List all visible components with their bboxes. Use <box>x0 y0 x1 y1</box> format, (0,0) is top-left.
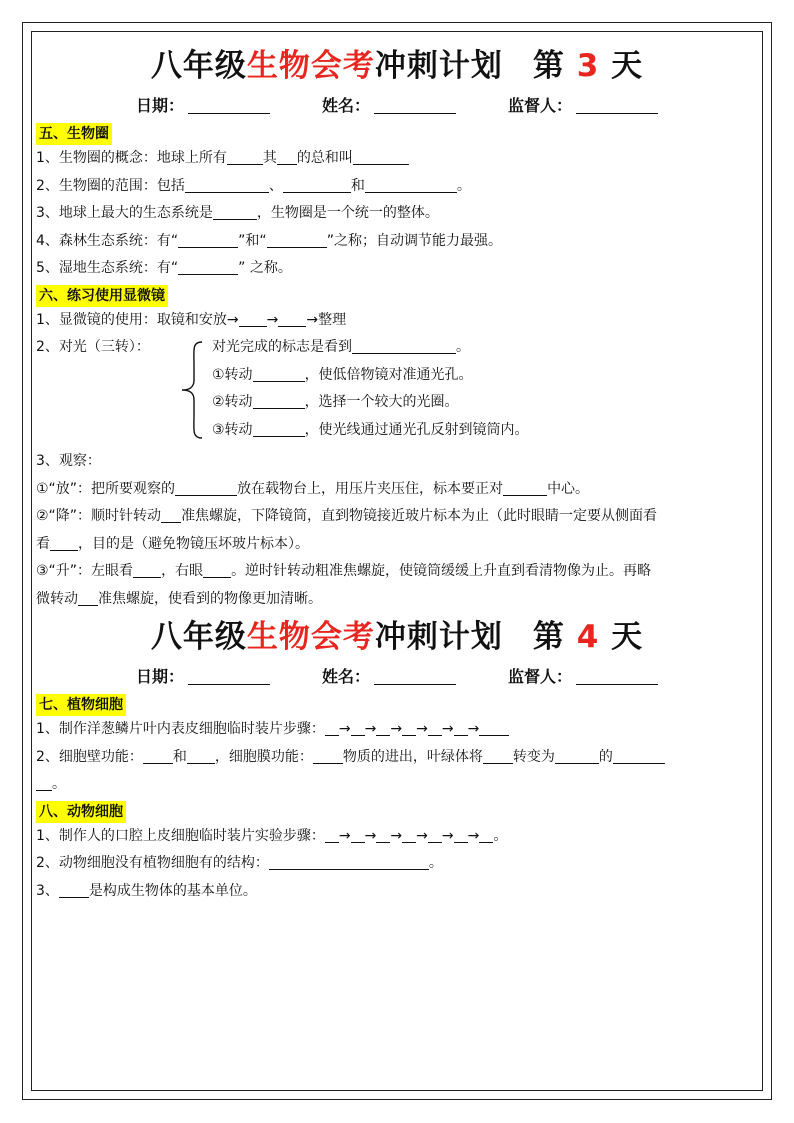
date-field[interactable]: 日期： <box>136 91 270 121</box>
name-field[interactable]: 姓名： <box>322 91 456 121</box>
day4-title: 八年级生物会考冲刺计划 第 4 天 <box>150 619 644 655</box>
name-field[interactable]: 姓名： <box>322 662 456 692</box>
supervisor-field[interactable]: 监督人： <box>508 662 658 692</box>
question-5-4: 4、森林生态系统：有“ ”和“ ”之称；自动调节能力最强。 <box>36 232 502 249</box>
brace-items <box>212 334 529 444</box>
question-6-1: 1、显微镜的使用：取镜和安放→ → →整理 <box>36 311 347 328</box>
observe-sheng-cont: 微转动 准焦螺旋，使看到的物像更加清晰。 <box>36 590 322 607</box>
question-5-3: 3、地球上最大的生态系统是 ，生物圈是一个统一的整体。 <box>36 205 439 221</box>
question-8-1: 1、制作人的口腔上皮细胞临时装片实验步骤： → → → → → → 。 <box>36 827 508 844</box>
brace-item: ③转动 ，使光线通过通光孔反射到镜筒内。 <box>212 421 529 438</box>
question-8-2: 2、动物细胞没有植物细胞有的结构： 。 <box>36 855 443 871</box>
observe-jiang: ②“降”：顺时针转动 准焦螺旋，下降镜筒，直到物镜接近玻片标本为止（此时眼睛一定要从侧面看 <box>36 508 658 524</box>
section-heading-6: 六、练习使用显微镜 <box>36 285 168 307</box>
question-7-1: 1、制作洋葱鳞片叶内表皮细胞临时装片步骤： → → → → → → <box>36 716 758 744</box>
section-heading-5: 五、生物圈 <box>36 123 112 145</box>
question-6-2: 2、对光（三转）： 对光完成的标志是看到 。 ①转动 ，使低倍物镜对准通光孔。 ②转动 ，选择一个较大的光圈。 ③转动 ，使光线通过通光孔反射到镜筒内。 <box>36 334 758 446</box>
day3-meta <box>36 91 758 121</box>
day3-title: 八年级生物会考冲刺计划 第 3 天 <box>150 48 644 84</box>
question-5-2: 2、生物圈的范围：包括 、 和 。 <box>36 177 471 194</box>
question-7-2-cont: 。 <box>36 771 758 799</box>
worksheet <box>36 36 758 905</box>
day4-meta <box>36 662 758 692</box>
question-8-3: 3、 是构成生物体的基本单位。 <box>36 882 257 899</box>
question-6-3: 3、观察： <box>36 453 101 469</box>
brace-item: 对光完成的标志是看到 。 <box>212 339 470 355</box>
supervisor-field[interactable]: 监督人： <box>508 91 658 121</box>
section-heading-8: 八、动物细胞 <box>36 801 126 823</box>
question-5-1: 1、生物圈的概念：地球上所有 其 的总和叫 <box>36 145 758 173</box>
question-7-2: 2、细胞壁功能： 和 ，细胞膜功能： 物质的进出，叶绿体将 转变为 的 <box>36 744 758 772</box>
observe-fang: ①“放”：把所要观察的 放在载物台上，用压片夹压住，标本要正对 中心。 <box>36 480 590 497</box>
observe-jiang-cont: 看 ，目的是（避免物镜压坏玻片标本）。 <box>36 535 309 552</box>
date-field[interactable]: 日期： <box>136 662 270 692</box>
brace-item: ②转动 ，选择一个较大的光圈。 <box>212 394 459 410</box>
brace-item: ①转动 ，使低倍物镜对准通光孔。 <box>212 366 473 383</box>
curly-brace-icon <box>180 340 204 440</box>
question-5-5: 5、湿地生态系统：有“ ” 之称。 <box>36 260 292 276</box>
section-heading-7: 七、植物细胞 <box>36 694 126 716</box>
observe-sheng: ③“升”：左眼看 ，右眼 。逆时针转动粗准焦螺旋，使镜筒缓缓上升直到看清物像为止。再略 <box>36 563 652 579</box>
